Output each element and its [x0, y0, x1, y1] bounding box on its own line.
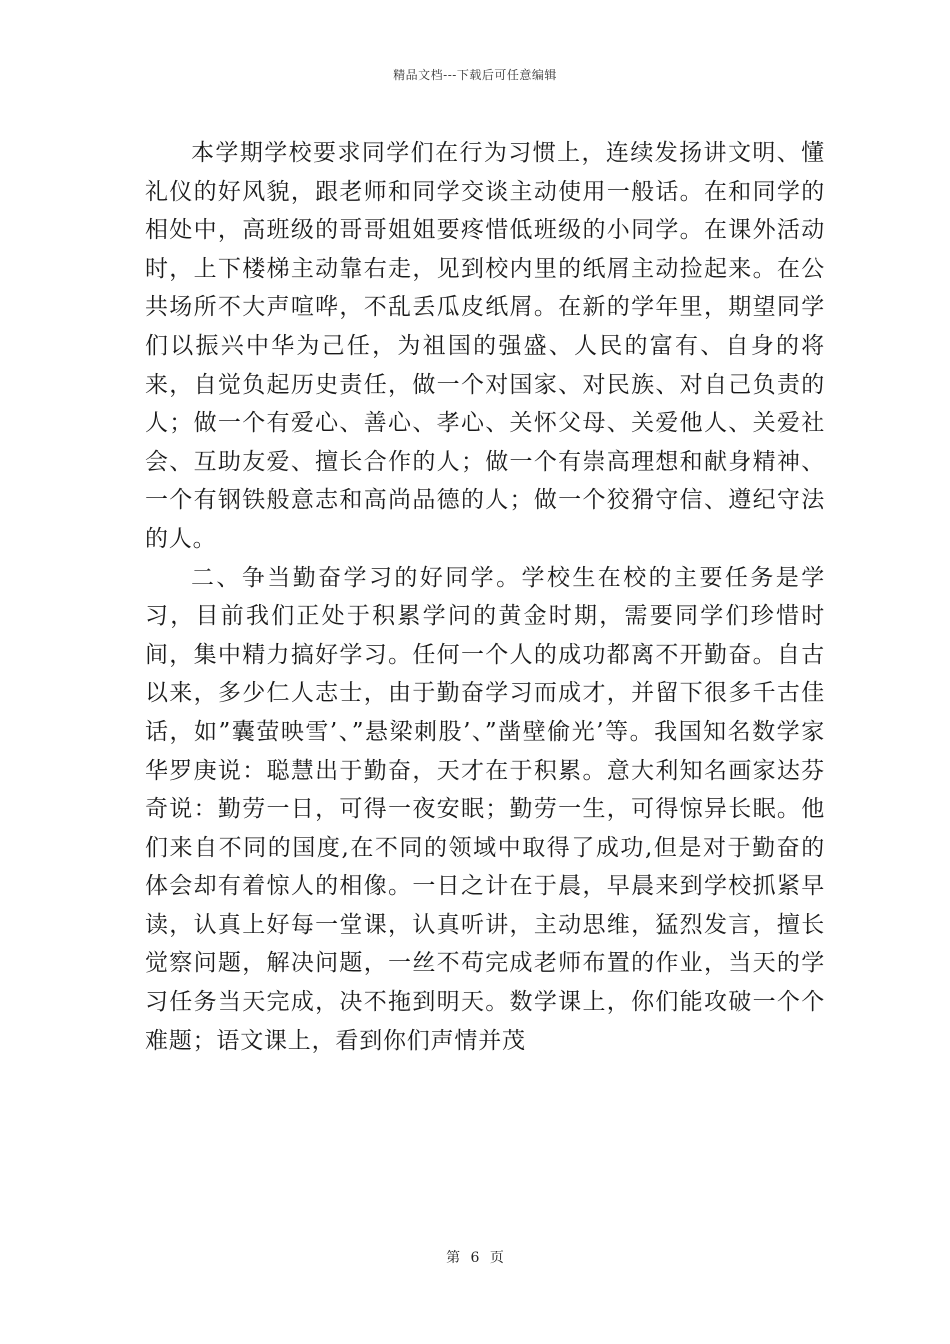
footer-suffix: 页	[489, 1250, 504, 1266]
paragraph-1: 本学期学校要求同学们在行为习惯上，连续发扬讲文明、懂礼仪的好风貌，跟老师和同学交谈主动使用一般话。在和同学的相处中，高班级的哥哥姐姐要疼惜低班级的小同学。在课外活动时，上下楼梯主动靠右走，见到校内里的纸屑主动捡起来。在公共场所不大声喧哗，不乱丢瓜皮纸屑。在新的学年里，期望同学们以振兴中华为己任，为祖国的强盛、人民的富有、自身的将来，自觉负起历史责任，做一个对国家、对民族、对自己负责的人；做一个有爱心、善心、孝心、关怀父母、关爱他人、关爱社会、互助友爱、擅长合作的人；做一个有崇高理想和献身精神、一个有钢铁般意志和高尚品德的人；做一个狡猾守信、遵纪守法的人。	[145, 140, 825, 552]
footer-prefix: 第	[446, 1250, 461, 1266]
page-footer	[0, 1247, 950, 1267]
body-text	[145, 134, 825, 1060]
page-number: 6	[470, 1250, 480, 1266]
paragraph-2: 二、争当勤奋学习的好同学。学校生在校的主要任务是学习，目前我们正处于积累学问的黄金时期，需要同学们珍惜时间，集中精力搞好学习。任何一个人的成功都离不开勤奋。自古以来，多少仁人志士，由于勤奋学习而成才，并留下很多千古佳话，如”囊萤映雪’、”悬梁刺股’、”凿壁偷光’等。我国知名数学家华罗庚说：聪慧出于勤奋，天才在于积累。意大利知名画家达芬奇说：勤劳一日，可得一夜安眠；勤劳一生，可得惊异长眠。他们来自不同的国度,在不同的领域中取得了成功,但是对于勤奋的体会却有着惊人的相像。一日之计在于晨，早晨来到学校抓紧早读，认真上好每一堂课，认真听讲，主动思维，猛烈发言，擅长觉察问题，解决问题，一丝不苟完成老师布置的作业，当天的学习任务当天完成，决不拖到明天。数学课上，你们能攻破一个个难题；语文课上，看到你们声情并茂	[145, 564, 825, 1054]
page-header: 精品文档---下载后可任意编辑	[393, 68, 557, 82]
